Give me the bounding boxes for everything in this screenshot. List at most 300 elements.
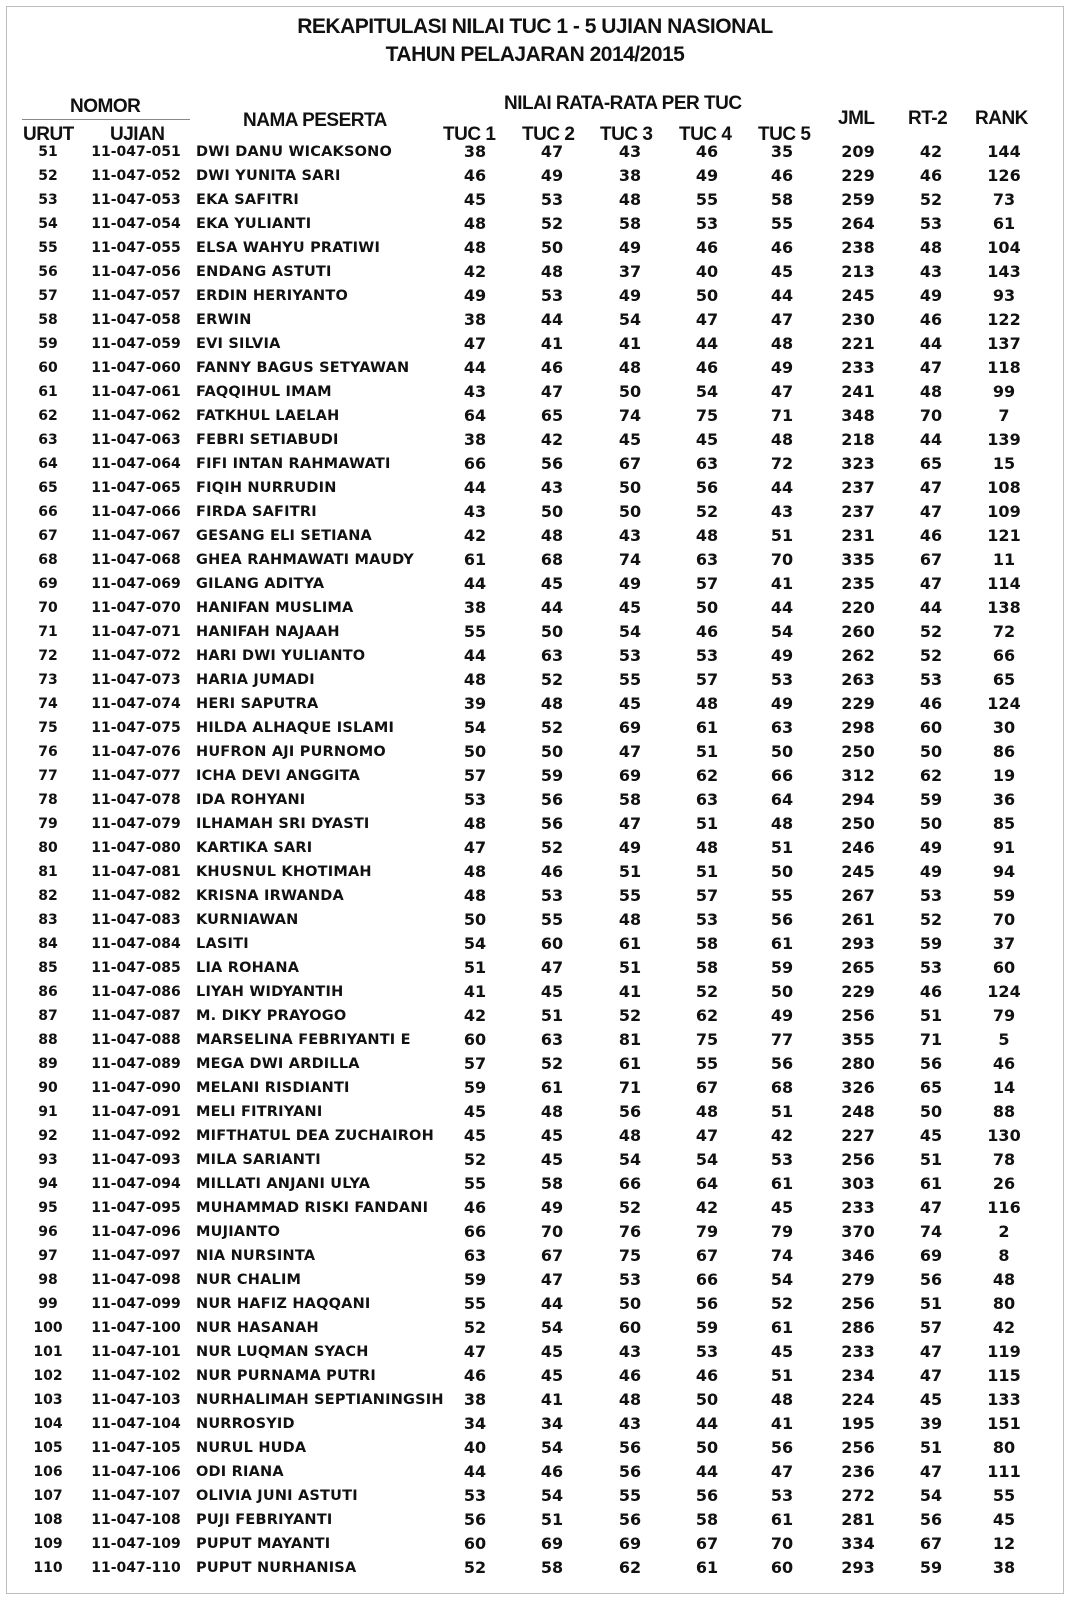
row-tuc1: 46 <box>463 166 487 185</box>
row-urut: 85 <box>38 960 58 976</box>
row-nomor-ujian: 11-047-099 <box>91 1296 181 1312</box>
row-tuc2: 58 <box>540 1558 564 1577</box>
row-nama-peserta: MIFTHATUL DEA ZUCHAIROH <box>196 1128 434 1144</box>
row-rank: 78 <box>992 1150 1016 1169</box>
row-tuc3: 51 <box>618 862 642 881</box>
row-nama-peserta: NURROSYID <box>196 1416 295 1432</box>
row-tuc3: 75 <box>618 1246 642 1265</box>
row-nama-peserta: FEBRI SETIABUDI <box>196 432 339 448</box>
row-nomor-ujian: 11-047-108 <box>91 1512 181 1528</box>
row-tuc3: 49 <box>618 574 642 593</box>
row-urut: 51 <box>38 144 58 160</box>
table-row <box>0 1340 1070 1364</box>
row-tuc4: 40 <box>695 262 719 281</box>
row-tuc5: 66 <box>770 766 794 785</box>
row-urut: 80 <box>38 840 58 856</box>
row-tuc1: 46 <box>463 1198 487 1217</box>
row-jml: 334 <box>841 1534 875 1553</box>
row-rank: 80 <box>992 1294 1016 1313</box>
row-tuc1: 45 <box>463 1126 487 1145</box>
row-urut: 102 <box>33 1368 63 1384</box>
row-jml: 229 <box>841 166 875 185</box>
row-rt2: 49 <box>919 286 943 305</box>
row-nomor-ujian: 11-047-078 <box>91 792 181 808</box>
row-jml: 256 <box>841 1294 875 1313</box>
row-jml: 245 <box>841 862 875 881</box>
row-jml: 281 <box>841 1510 875 1529</box>
row-jml: 250 <box>841 814 875 833</box>
row-nomor-ujian: 11-047-074 <box>91 696 181 712</box>
row-nama-peserta: KHUSNUL KHOTIMAH <box>196 864 372 880</box>
row-urut: 60 <box>38 360 58 376</box>
row-jml: 227 <box>841 1126 875 1145</box>
row-rank: 151 <box>987 1414 1021 1433</box>
row-tuc2: 51 <box>540 1006 564 1025</box>
table-row <box>0 1316 1070 1340</box>
row-nama-peserta: GILANG ADITYA <box>196 576 325 592</box>
table-row <box>0 1268 1070 1292</box>
row-tuc1: 38 <box>463 598 487 617</box>
row-tuc4: 54 <box>695 382 719 401</box>
table-row <box>0 1460 1070 1484</box>
table-row <box>0 140 1070 164</box>
row-nomor-ujian: 11-047-063 <box>91 432 181 448</box>
row-rt2: 48 <box>919 382 943 401</box>
row-nama-peserta: HERI SAPUTRA <box>196 696 319 712</box>
header-tuc4: TUC 4 <box>679 124 732 145</box>
row-jml: 256 <box>841 1006 875 1025</box>
header-ujian: UJIAN <box>110 124 165 145</box>
row-urut: 91 <box>38 1104 58 1120</box>
table-row <box>0 572 1070 596</box>
row-tuc1: 57 <box>463 1054 487 1073</box>
row-tuc5: 50 <box>770 862 794 881</box>
row-nama-peserta: PUJI FEBRIYANTI <box>196 1512 333 1528</box>
row-tuc4: 56 <box>695 1294 719 1313</box>
row-urut: 77 <box>38 768 58 784</box>
table-row <box>0 932 1070 956</box>
row-tuc4: 57 <box>695 574 719 593</box>
table-row <box>0 1196 1070 1220</box>
row-nomor-ujian: 11-047-110 <box>91 1560 181 1576</box>
row-tuc1: 42 <box>463 1006 487 1025</box>
row-tuc5: 71 <box>770 406 794 425</box>
row-nama-peserta: MELI FITRIYANI <box>196 1104 323 1120</box>
row-tuc1: 48 <box>463 238 487 257</box>
row-tuc5: 46 <box>770 166 794 185</box>
row-rank: 99 <box>992 382 1016 401</box>
row-tuc4: 46 <box>695 1366 719 1385</box>
row-nomor-ujian: 11-047-069 <box>91 576 181 592</box>
table-row <box>0 380 1070 404</box>
row-rank: 12 <box>992 1534 1016 1553</box>
row-urut: 54 <box>38 216 58 232</box>
row-nomor-ujian: 11-047-070 <box>91 600 181 616</box>
row-tuc5: 55 <box>770 886 794 905</box>
row-urut: 53 <box>38 192 58 208</box>
row-nama-peserta: EVI SILVIA <box>196 336 281 352</box>
row-nomor-ujian: 11-047-084 <box>91 936 181 952</box>
row-tuc5: 45 <box>770 1342 794 1361</box>
row-urut: 103 <box>33 1392 63 1408</box>
row-rt2: 62 <box>919 766 943 785</box>
row-rank: 144 <box>987 142 1021 161</box>
row-jml: 298 <box>841 718 875 737</box>
row-tuc3: 52 <box>618 1198 642 1217</box>
row-jml: 256 <box>841 1438 875 1457</box>
row-nama-peserta: ICHA DEVI ANGGITA <box>196 768 360 784</box>
row-jml: 237 <box>841 502 875 521</box>
row-tuc5: 44 <box>770 478 794 497</box>
row-rank: 114 <box>987 574 1021 593</box>
row-nama-peserta: HANIFAN MUSLIMA <box>196 600 354 616</box>
header-tuc1: TUC 1 <box>443 124 496 145</box>
row-rank: 7 <box>998 406 1010 425</box>
row-tuc4: 47 <box>695 1126 719 1145</box>
row-tuc2: 56 <box>540 790 564 809</box>
row-rt2: 74 <box>919 1222 943 1241</box>
row-tuc5: 55 <box>770 214 794 233</box>
row-tuc5: 51 <box>770 1102 794 1121</box>
row-tuc5: 48 <box>770 430 794 449</box>
row-urut: 107 <box>33 1488 63 1504</box>
row-nama-peserta: NUR PURNAMA PUTRI <box>196 1368 376 1384</box>
row-rt2: 54 <box>919 1486 943 1505</box>
row-tuc5: 49 <box>770 1006 794 1025</box>
row-tuc2: 41 <box>540 1390 564 1409</box>
row-tuc5: 58 <box>770 190 794 209</box>
table-row <box>0 644 1070 668</box>
row-tuc3: 37 <box>618 262 642 281</box>
row-tuc2: 52 <box>540 718 564 737</box>
row-tuc1: 48 <box>463 214 487 233</box>
row-tuc1: 48 <box>463 886 487 905</box>
row-nomor-ujian: 11-047-085 <box>91 960 181 976</box>
row-tuc2: 51 <box>540 1510 564 1529</box>
row-tuc1: 55 <box>463 1294 487 1313</box>
row-urut: 95 <box>38 1200 58 1216</box>
row-tuc5: 53 <box>770 1486 794 1505</box>
row-urut: 89 <box>38 1056 58 1072</box>
table-row <box>0 284 1070 308</box>
row-nomor-ujian: 11-047-096 <box>91 1224 181 1240</box>
row-tuc5: 44 <box>770 598 794 617</box>
row-tuc1: 44 <box>463 358 487 377</box>
table-row <box>0 980 1070 1004</box>
row-tuc3: 74 <box>618 550 642 569</box>
row-rank: 70 <box>992 910 1016 929</box>
row-tuc3: 58 <box>618 214 642 233</box>
row-urut: 100 <box>33 1320 63 1336</box>
row-tuc1: 46 <box>463 1366 487 1385</box>
row-rt2: 53 <box>919 670 943 689</box>
row-jml: 346 <box>841 1246 875 1265</box>
row-nomor-ujian: 11-047-058 <box>91 312 181 328</box>
table-row <box>0 1364 1070 1388</box>
row-rt2: 45 <box>919 1126 943 1145</box>
row-nama-peserta: ILHAMAH SRI DYASTI <box>196 816 370 832</box>
row-rank: 93 <box>992 286 1016 305</box>
row-tuc2: 52 <box>540 670 564 689</box>
row-nomor-ujian: 11-047-076 <box>91 744 181 760</box>
row-nama-peserta: MELANI RISDIANTI <box>196 1080 350 1096</box>
row-tuc3: 45 <box>618 598 642 617</box>
row-tuc3: 61 <box>618 934 642 953</box>
row-tuc4: 58 <box>695 958 719 977</box>
row-nama-peserta: FAQQIHUL IMAM <box>196 384 332 400</box>
row-urut: 92 <box>38 1128 58 1144</box>
row-urut: 55 <box>38 240 58 256</box>
row-tuc1: 39 <box>463 694 487 713</box>
table-row <box>0 476 1070 500</box>
row-tuc2: 50 <box>540 238 564 257</box>
header-jml: JML <box>838 108 875 129</box>
row-urut: 94 <box>38 1176 58 1192</box>
row-tuc2: 49 <box>540 1198 564 1217</box>
row-urut: 64 <box>38 456 58 472</box>
row-nomor-ujian: 11-047-079 <box>91 816 181 832</box>
row-jml: 348 <box>841 406 875 425</box>
row-nama-peserta: MEGA DWI ARDILLA <box>196 1056 360 1072</box>
row-tuc5: 52 <box>770 1294 794 1313</box>
row-nama-peserta: KURNIAWAN <box>196 912 299 928</box>
row-tuc1: 43 <box>463 382 487 401</box>
row-urut: 90 <box>38 1080 58 1096</box>
row-tuc2: 44 <box>540 598 564 617</box>
row-urut: 109 <box>33 1536 63 1552</box>
row-jml: 286 <box>841 1318 875 1337</box>
row-rank: 5 <box>998 1030 1010 1049</box>
row-tuc1: 38 <box>463 310 487 329</box>
row-tuc3: 67 <box>618 454 642 473</box>
row-nama-peserta: LASITI <box>196 936 249 952</box>
row-jml: 370 <box>841 1222 875 1241</box>
row-urut: 70 <box>38 600 58 616</box>
row-rt2: 47 <box>919 1198 943 1217</box>
row-rt2: 53 <box>919 214 943 233</box>
row-rt2: 45 <box>919 1390 943 1409</box>
table-row <box>0 1124 1070 1148</box>
row-tuc5: 45 <box>770 262 794 281</box>
row-tuc5: 47 <box>770 310 794 329</box>
row-tuc1: 52 <box>463 1150 487 1169</box>
row-nomor-ujian: 11-047-057 <box>91 288 181 304</box>
row-rank: 138 <box>987 598 1021 617</box>
row-tuc4: 62 <box>695 1006 719 1025</box>
header-tuc2: TUC 2 <box>522 124 575 145</box>
row-nama-peserta: NIA NURSINTA <box>196 1248 316 1264</box>
row-tuc2: 47 <box>540 142 564 161</box>
row-tuc5: 61 <box>770 1510 794 1529</box>
row-tuc5: 42 <box>770 1126 794 1145</box>
row-tuc4: 45 <box>695 430 719 449</box>
row-tuc2: 69 <box>540 1534 564 1553</box>
row-tuc5: 54 <box>770 1270 794 1289</box>
row-tuc3: 60 <box>618 1318 642 1337</box>
row-rank: 72 <box>992 622 1016 641</box>
row-tuc3: 48 <box>618 358 642 377</box>
row-tuc3: 69 <box>618 718 642 737</box>
row-tuc3: 62 <box>618 1558 642 1577</box>
table-row <box>0 236 1070 260</box>
row-tuc4: 79 <box>695 1222 719 1241</box>
row-rt2: 51 <box>919 1150 943 1169</box>
row-tuc2: 63 <box>540 646 564 665</box>
row-tuc1: 47 <box>463 838 487 857</box>
row-jml: 265 <box>841 958 875 977</box>
row-tuc5: 41 <box>770 1414 794 1433</box>
row-rt2: 47 <box>919 478 943 497</box>
row-tuc4: 66 <box>695 1270 719 1289</box>
table-row <box>0 1484 1070 1508</box>
row-urut: 72 <box>38 648 58 664</box>
table-row <box>0 692 1070 716</box>
row-rank: 124 <box>987 694 1021 713</box>
row-tuc3: 56 <box>618 1510 642 1529</box>
row-tuc5: 77 <box>770 1030 794 1049</box>
table-row <box>0 1004 1070 1028</box>
row-tuc1: 54 <box>463 718 487 737</box>
row-nomor-ujian: 11-047-095 <box>91 1200 181 1216</box>
row-tuc1: 38 <box>463 142 487 161</box>
row-tuc4: 67 <box>695 1534 719 1553</box>
row-rank: 2 <box>998 1222 1010 1241</box>
row-tuc1: 66 <box>463 1222 487 1241</box>
row-tuc3: 43 <box>618 1414 642 1433</box>
row-nama-peserta: GHEA RAHMAWATI MAUDY <box>196 552 414 568</box>
header-rt2: RT-2 <box>908 108 948 129</box>
row-tuc2: 65 <box>540 406 564 425</box>
row-tuc3: 50 <box>618 382 642 401</box>
row-urut: 104 <box>33 1416 63 1432</box>
page-subtitle: TAHUN PELAJARAN 2014/2015 <box>385 43 685 66</box>
row-tuc5: 49 <box>770 358 794 377</box>
row-nomor-ujian: 11-047-054 <box>91 216 181 232</box>
row-tuc5: 53 <box>770 670 794 689</box>
row-tuc3: 41 <box>618 334 642 353</box>
row-tuc1: 48 <box>463 862 487 881</box>
row-tuc1: 53 <box>463 1486 487 1505</box>
row-nomor-ujian: 11-047-072 <box>91 648 181 664</box>
table-row <box>0 836 1070 860</box>
row-tuc3: 58 <box>618 790 642 809</box>
row-tuc1: 50 <box>463 742 487 761</box>
row-rank: 19 <box>992 766 1016 785</box>
row-tuc5: 74 <box>770 1246 794 1265</box>
row-tuc1: 55 <box>463 622 487 641</box>
row-tuc5: 60 <box>770 1558 794 1577</box>
row-jml: 231 <box>841 526 875 545</box>
row-tuc4: 48 <box>695 1102 719 1121</box>
row-urut: 108 <box>33 1512 63 1528</box>
row-jml: 236 <box>841 1462 875 1481</box>
row-jml: 303 <box>841 1174 875 1193</box>
row-nama-peserta: KRISNA IRWANDA <box>196 888 344 904</box>
results-table <box>0 140 1070 1580</box>
row-jml: 238 <box>841 238 875 257</box>
row-tuc1: 49 <box>463 286 487 305</box>
row-jml: 264 <box>841 214 875 233</box>
row-urut: 81 <box>38 864 58 880</box>
row-rt2: 53 <box>919 886 943 905</box>
row-rt2: 70 <box>919 406 943 425</box>
row-tuc2: 70 <box>540 1222 564 1241</box>
row-tuc1: 44 <box>463 646 487 665</box>
row-nama-peserta: FIFI INTAN RAHMAWATI <box>196 456 391 472</box>
table-row <box>0 332 1070 356</box>
row-nama-peserta: FANNY BAGUS SETYAWAN <box>196 360 410 376</box>
row-nama-peserta: M. DIKY PRAYOGO <box>196 1008 347 1024</box>
row-rank: 15 <box>992 454 1016 473</box>
table-row <box>0 188 1070 212</box>
row-rank: 11 <box>992 550 1016 569</box>
row-tuc3: 48 <box>618 190 642 209</box>
row-tuc4: 54 <box>695 1150 719 1169</box>
row-rt2: 49 <box>919 862 943 881</box>
row-tuc4: 44 <box>695 334 719 353</box>
row-rt2: 59 <box>919 790 943 809</box>
row-tuc4: 57 <box>695 670 719 689</box>
row-nomor-ujian: 11-047-059 <box>91 336 181 352</box>
row-tuc3: 53 <box>618 646 642 665</box>
table-row <box>0 212 1070 236</box>
row-tuc1: 34 <box>463 1414 487 1433</box>
row-tuc5: 56 <box>770 1438 794 1457</box>
row-tuc4: 44 <box>695 1462 719 1481</box>
row-urut: 58 <box>38 312 58 328</box>
row-nama-peserta: EKA YULIANTI <box>196 216 312 232</box>
row-tuc2: 42 <box>540 430 564 449</box>
row-tuc2: 46 <box>540 862 564 881</box>
table-row <box>0 1532 1070 1556</box>
row-nama-peserta: HILDA ALHAQUE ISLAMI <box>196 720 395 736</box>
row-jml: 326 <box>841 1078 875 1097</box>
row-tuc2: 50 <box>540 742 564 761</box>
row-rank: 37 <box>992 934 1016 953</box>
row-rt2: 46 <box>919 982 943 1001</box>
table-row <box>0 1436 1070 1460</box>
table-row <box>0 1052 1070 1076</box>
row-nomor-ujian: 11-047-087 <box>91 1008 181 1024</box>
row-tuc4: 58 <box>695 934 719 953</box>
row-tuc2: 54 <box>540 1438 564 1457</box>
row-tuc1: 52 <box>463 1558 487 1577</box>
row-tuc4: 59 <box>695 1318 719 1337</box>
row-tuc3: 69 <box>618 1534 642 1553</box>
row-tuc1: 41 <box>463 982 487 1001</box>
row-rank: 94 <box>992 862 1016 881</box>
row-rank: 139 <box>987 430 1021 449</box>
row-tuc3: 61 <box>618 1054 642 1073</box>
row-tuc3: 54 <box>618 622 642 641</box>
row-tuc5: 47 <box>770 382 794 401</box>
row-rt2: 46 <box>919 310 943 329</box>
row-tuc5: 43 <box>770 502 794 521</box>
row-jml: 312 <box>841 766 875 785</box>
row-nama-peserta: LIA ROHANA <box>196 960 300 976</box>
row-nama-peserta: DWI YUNITA SARI <box>196 168 341 184</box>
row-rank: 73 <box>992 190 1016 209</box>
row-tuc2: 53 <box>540 886 564 905</box>
row-nomor-ujian: 11-047-091 <box>91 1104 181 1120</box>
row-urut: 110 <box>33 1560 63 1576</box>
row-nama-peserta: HARIA JUMADI <box>196 672 315 688</box>
row-tuc4: 57 <box>695 886 719 905</box>
row-rank: 115 <box>987 1366 1021 1385</box>
row-rank: 79 <box>992 1006 1016 1025</box>
row-jml: 293 <box>841 934 875 953</box>
row-jml: 248 <box>841 1102 875 1121</box>
